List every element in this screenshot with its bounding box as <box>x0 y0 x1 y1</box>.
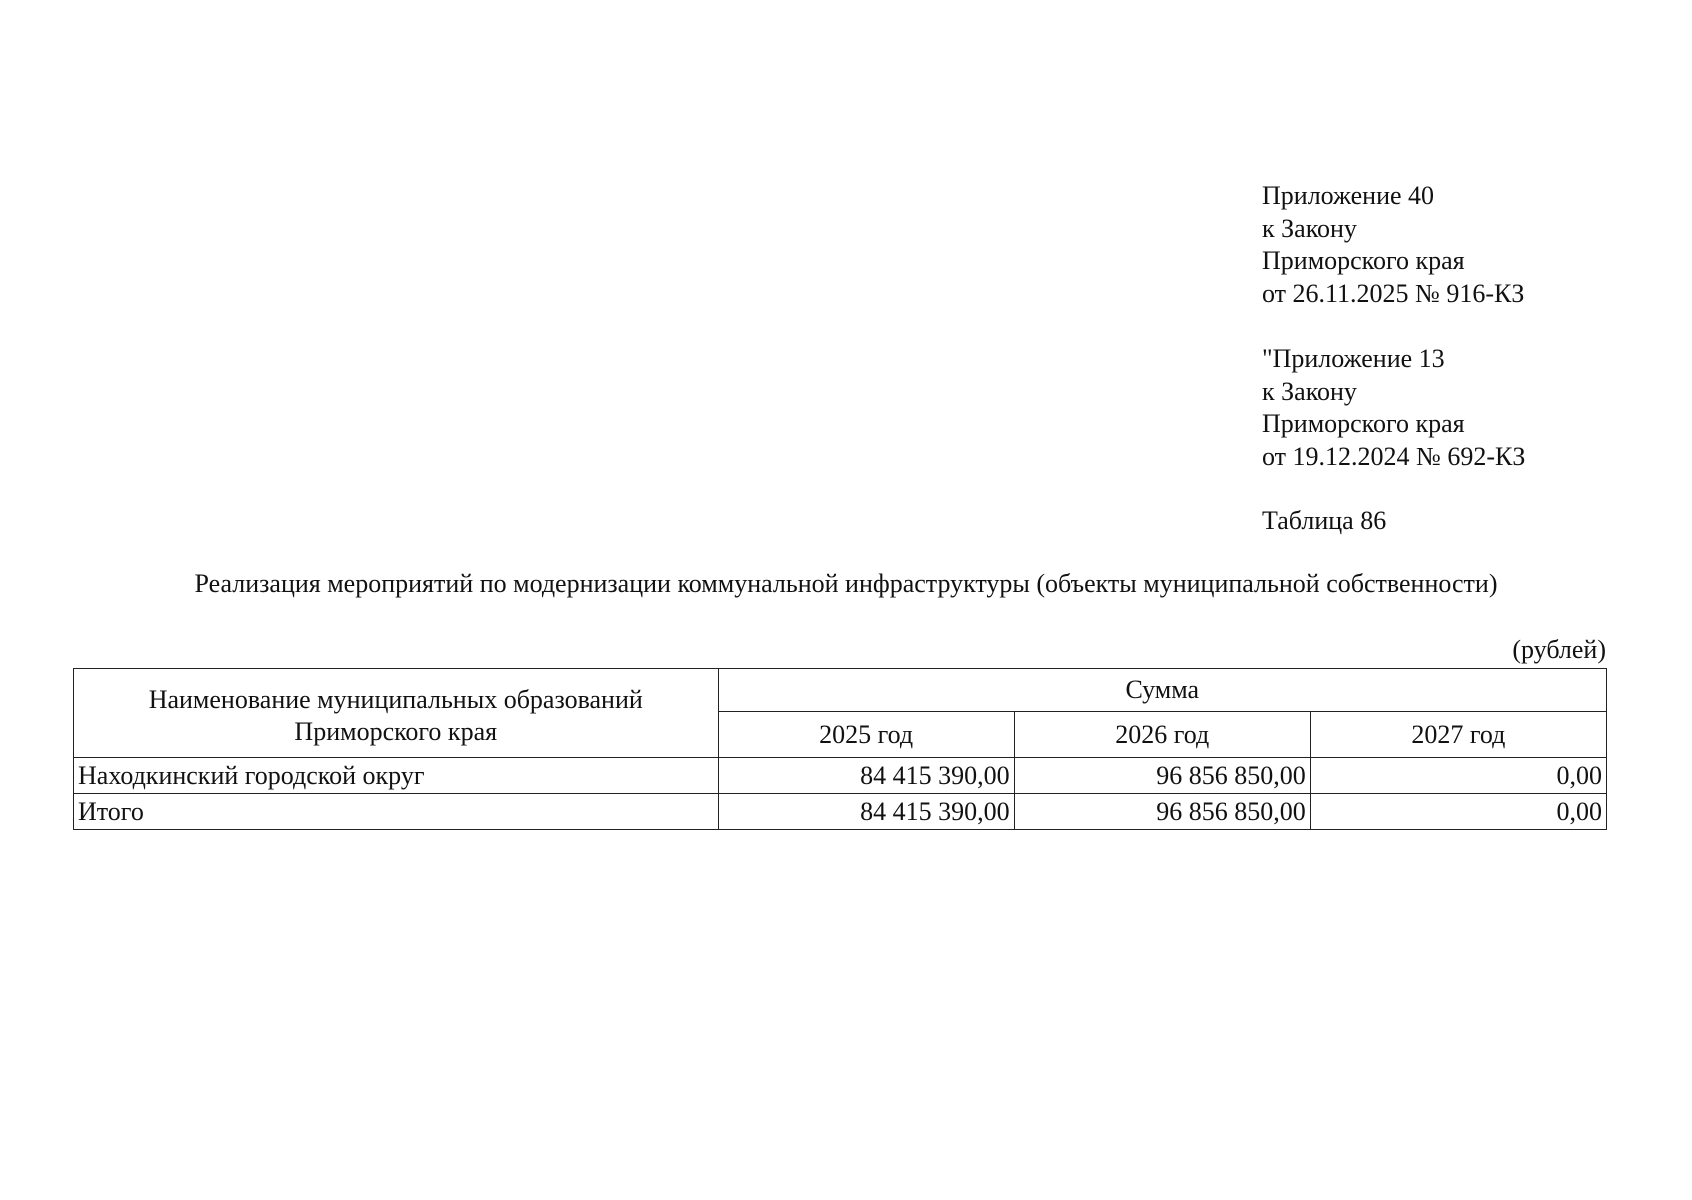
appendix-line: к Закону <box>1262 213 1357 243</box>
appendix-line: Приморского края <box>1262 409 1465 438</box>
total-value-2026: 96 856 850,00 <box>1014 794 1310 830</box>
document-title: Реализация мероприятий по модернизации коммунальной инфраструктуры (объекты муниципальной собственности) <box>194 569 1498 598</box>
row-value-2025: 84 415 390,00 <box>718 758 1014 794</box>
appendix-line: от 19.12.2024 № 692-КЗ <box>1262 441 1526 471</box>
header-municipality-name <box>74 669 719 758</box>
row-value-2026: 96 856 850,00 <box>1014 758 1310 794</box>
total-value-2025: 84 415 390,00 <box>718 794 1014 830</box>
appendix-line: "Приложение 13 <box>1262 344 1445 373</box>
header-year-2027: 2027 год <box>1310 712 1606 758</box>
table-total-row <box>74 794 1607 830</box>
header-name-line: Приморского края <box>294 717 498 746</box>
appendix-line: от 26.11.2025 № 916-КЗ <box>1262 278 1525 308</box>
row-municipality-name: Находкинский городской округ <box>74 758 719 794</box>
appendix-header-current <box>1262 180 1524 310</box>
table-number-label: Таблица 86 <box>1262 506 1387 535</box>
table-header-row <box>74 669 1607 712</box>
table-row <box>74 758 1607 794</box>
unit-label: (рублей) <box>1512 635 1606 664</box>
appendix-header-previous <box>1262 343 1525 473</box>
total-value-2027: 0,00 <box>1310 794 1606 830</box>
header-year-2025: 2025 год <box>718 712 1014 758</box>
row-value-2027: 0,00 <box>1310 758 1606 794</box>
header-sum: Сумма <box>718 669 1607 712</box>
appendix-line: Приложение 40 <box>1262 181 1435 210</box>
header-name-line: Наименование муниципальных образований <box>148 685 643 714</box>
appendix-line: к Закону <box>1262 376 1357 406</box>
appendix-line: Приморского края <box>1262 246 1465 275</box>
total-label: Итого <box>74 794 719 830</box>
header-year-2026: 2026 год <box>1014 712 1310 758</box>
budget-table <box>73 668 1607 830</box>
